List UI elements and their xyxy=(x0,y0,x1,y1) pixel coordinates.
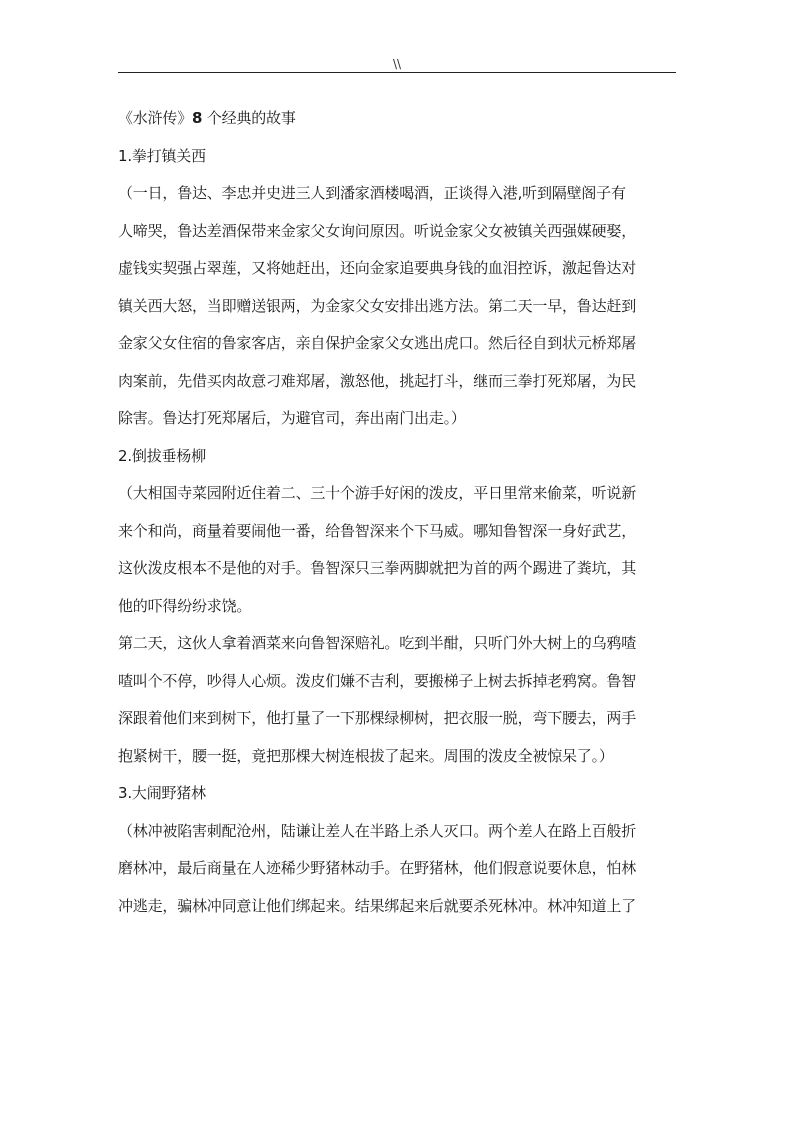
document-title xyxy=(118,100,678,138)
title-prefix: 《水浒传》 xyxy=(118,109,193,127)
text-line: 金家父女住宿的鲁家客店，亲自保护金家父女逃出虎口。然后径自到状元桥郑屠 xyxy=(118,334,637,352)
text-line: 他的吓得纷纷求饶。 xyxy=(118,596,252,615)
text-line: （大相国寺菜园附近住着二、三十个游手好闲的泼皮，平日里常来偷菜，听说新 xyxy=(118,484,637,502)
text-lines xyxy=(118,138,678,926)
text-line: 2.倒拔垂杨柳 xyxy=(118,446,206,465)
text-line: 抱紧树干，腰一挺，竟把那棵大树连根拔了起来。周围的泼皮全被惊呆了。） xyxy=(118,746,614,765)
text-line: 喳叫个不停，吵得人心烦。泼皮们嫌不吉利，要搬梯子上树去拆掉老鸦窝。鲁智 xyxy=(118,671,637,690)
text-line: 1.拳打镇关西 xyxy=(118,146,206,165)
text-line: 这伙泼皮根本不是他的对手。鲁智深只三拳两脚就把为首的两个踢进了粪坑，其 xyxy=(118,559,637,577)
title-suffix: 个经典的故事 xyxy=(202,109,296,127)
text-line: 磨林冲，最后商量在人迹稀少野猪林动手。在野猪林，他们假意说要休息，怕林 xyxy=(118,859,637,877)
text-line: 3.大闹野猪林 xyxy=(118,784,206,802)
header-mark: \\ xyxy=(392,57,402,71)
title-number: 8 xyxy=(192,109,203,127)
text-line: 人啼哭，鲁达差酒保带来金家父女询问原因。听说金家父女被镇关西强媒硬娶， xyxy=(118,221,637,240)
text-line: 除害。鲁达打死郑屠后，为避官司，奔出南门出走。） xyxy=(118,409,466,427)
document-body xyxy=(118,100,678,925)
text-line: 深跟着他们来到树下，他打量了一下那棵绿柳树，把衣服一脱，弯下腰去，两手 xyxy=(118,709,637,727)
text-line: 虚钱实契强占翠莲，又将她赶出，还向金家追要典身钱的血泪控诉，激起鲁达对 xyxy=(118,259,637,277)
text-line: 镇关西大怒，当即赠送银两，为金家父女安排出逃方法。第二天一早，鲁达赶到 xyxy=(118,296,637,315)
header-rule xyxy=(118,72,676,73)
text-line: 冲逃走，骗林冲同意让他们绑起来。结果绑起来后就要杀死林冲。林冲知道上了 xyxy=(118,896,637,915)
text-line: 来个和尚，商量着要闹他一番，给鲁智深来个下马威。哪知鲁智深一身好武艺， xyxy=(118,521,637,540)
text-line: （林冲被陷害刺配沧州，陆谦让差人在半路上杀人灭口。两个差人在路上百般折 xyxy=(118,821,637,840)
text-line: 肉案前，先借买肉故意刁难郑屠，激怒他，挑起打斗，继而三拳打死郑屠，为民 xyxy=(118,371,637,390)
text-line: 第二天，这伙人拿着酒菜来向鲁智深赔礼。吃到半酣，只听门外大树上的乌鸦喳 xyxy=(118,634,637,652)
text-line: （一日，鲁达、李忠并史进三人到潘家酒楼喝酒，正谈得入港,听到隔壁阁子有 xyxy=(118,184,626,202)
